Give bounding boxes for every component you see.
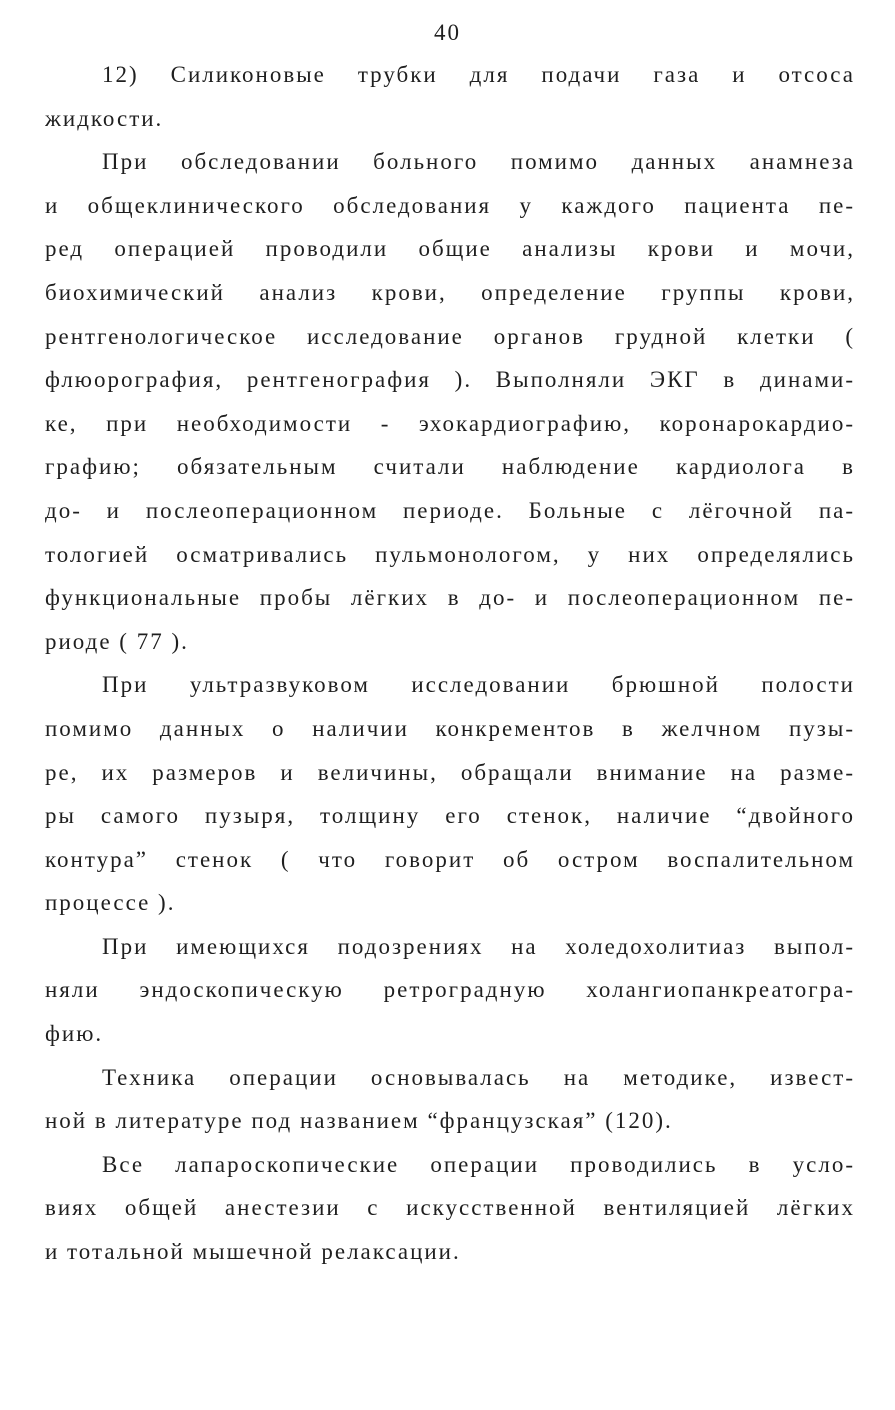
text-line: контура” стенок ( что говорит об остром воспалительном <box>45 846 855 872</box>
text-line: фию. <box>45 1021 104 1047</box>
text-line: помимо данных о наличии конкрементов в желчном пузы- <box>45 715 855 741</box>
text-line: ной в литературе под названием “французская” (120). <box>45 1108 673 1134</box>
page-number: 40 <box>434 20 461 45</box>
text-line: При обследовании больного помимо данных анамнеза <box>102 149 855 175</box>
text-line: и тотальной мышечной релаксации. <box>45 1239 461 1265</box>
text-line: При имеющихся подозрениях на холедохолитиаз выпол- <box>102 933 855 959</box>
text-line: биохимический анализ крови, определение группы крови, <box>45 279 855 305</box>
text-line: тологией осматривались пульмонологом, у них определялись <box>45 541 855 567</box>
text-line: Все лапароскопические операции проводились в усло- <box>102 1151 855 1177</box>
text-line: 12) Силиконовые трубки для подачи газа и отсоса <box>102 62 855 87</box>
text-line: ке, при необходимости - эхокардиографию, коронарокардио- <box>45 410 855 436</box>
text-line: Техника операции основывалась на методике, извест- <box>102 1064 855 1090</box>
text-line: риоде ( 77 ). <box>45 628 189 654</box>
text-line: процессе ). <box>45 890 176 916</box>
text-line: ред операцией проводили общие анализы крови и мочи, <box>45 236 855 262</box>
text-line: графию; обязательным считали наблюдение кардиолога в <box>45 454 855 480</box>
text-line: ры самого пузыря, толщину его стенок, наличие “двойного <box>45 803 855 829</box>
text-line: флюорография, рентгенография ). Выполняли ЭКГ в динами- <box>45 367 855 393</box>
text-line: виях общей анестезии с искусственной вентиляцией лёгких <box>45 1195 855 1221</box>
text-line: рентгенологическое исследование органов грудной клетки ( <box>45 323 855 349</box>
text-line: ре, их размеров и величины, обращали внимание на разме- <box>45 759 855 785</box>
body-text <box>45 53 855 1274</box>
text-line: функциональные пробы лёгких в до- и послеоперационном пе- <box>45 585 855 611</box>
text-line: и общеклинического обследования у каждого пациента пе- <box>45 192 855 218</box>
text-line: до- и послеоперационном периоде. Больные с лёгочной па- <box>45 497 855 523</box>
text-line: При ультразвуковом исследовании брюшной полости <box>102 672 855 698</box>
text-line: няли эндоскопическую ретроградную холангиопанкреатогра- <box>45 977 855 1003</box>
text-line: жидкости. <box>45 105 164 131</box>
